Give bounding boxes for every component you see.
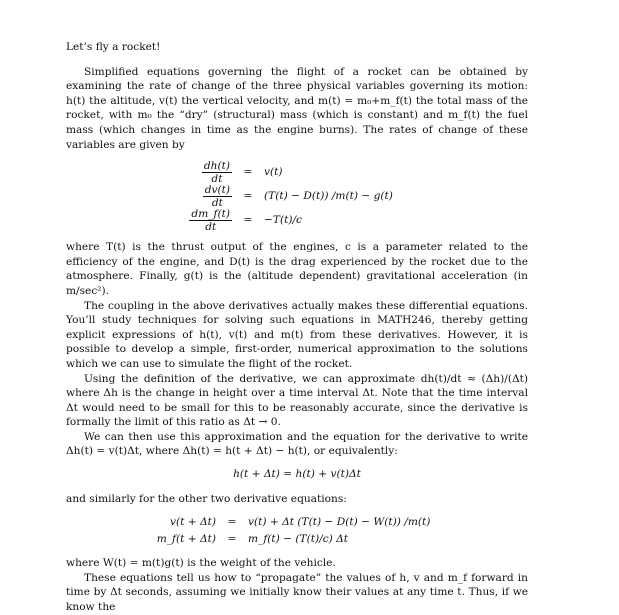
display-equation: h(t + Δt) = h(t) + v(t)Δt — [233, 468, 361, 481]
equals-sign: = — [227, 516, 237, 529]
eq-rhs: m_f(t) − (T(t)/c) Δt — [248, 533, 349, 546]
equals-sign: = — [227, 533, 237, 546]
eq-numerator: dm_f(t) — [191, 207, 230, 220]
paragraph-weight: where W(t) = m(t)g(t) is the weight of the vehicle. — [66, 557, 336, 570]
document-title: Let’s fly a rocket! — [66, 41, 161, 53]
equation-row — [66, 531, 528, 548]
equation-row — [66, 514, 528, 531]
paragraph-propagate: These equations tell us how to “propagate” the values of h, v and m_f forward in time by Δt seconds, assuming we initially know their values at any time t. Thus, if we know the — [66, 571, 528, 614]
equals-sign: = — [243, 213, 253, 226]
eq-rhs: −T(t)/c — [264, 213, 302, 226]
eq-rhs: (T(t) − D(t)) /m(t) − g(t) — [264, 189, 393, 202]
paragraph-intro: Simplified equations governing the flight of a rocket can be obtained by examining the rate of change of the three physical variables governing its motion: h(t) the altitude, v(t) the vertical velocity, and m(t) = m₀+m_f(t) the total mass of the rocket, with m₀ the “dry” (structural) mass (which is constant) and m_f(t) the fuel mass (which changes in time as the engine burns). The rates of change of these variables are given by — [66, 65, 528, 151]
eq-lhs: v(t + Δt) — [169, 516, 216, 529]
eq-denominator: dt — [211, 196, 223, 209]
eq-rhs: v(t) — [264, 165, 283, 178]
paragraph-similarly: and similarly for the other two derivative equations: — [66, 492, 347, 505]
equation-row — [66, 160, 528, 184]
eq-denominator: dt — [211, 172, 223, 185]
update-equations — [66, 514, 528, 548]
paragraph-derivation: We can then use this approximation and the equation for the derivative to write Δh(t) = v(t)Δt, where Δh(t) = h(t + Δt) − h(t), or equivalently: — [66, 430, 528, 458]
eq-numerator: dh(t) — [203, 159, 230, 172]
equals-sign: = — [243, 165, 253, 178]
paragraph-approximation: Using the definition of the derivative, we can approximate dh(t)/dt ≈ (Δh)/(Δt) where Δh is the change in height over a time interval Δt. Note that the time interval Δt would need to be small for this to be reasonably accurate, since the derivative is formally the limit of this ratio as Δt → 0. — [66, 372, 528, 429]
paragraph-coupling: The coupling in the above derivatives actually makes these differential equations. You’ll study techniques for solving such equations in MATH246, thereby getting explicit expressions of h(t), v(t) and m(t) from these derivatives. However, it is possible to develop a simple, first-order, numerical approximation to the solutions which we can use to simulate the flight of the rocket. — [66, 299, 528, 370]
eq-numerator: dv(t) — [204, 183, 230, 196]
equation-row — [66, 184, 528, 208]
equals-sign: = — [243, 189, 253, 202]
eq-rhs: v(t) + Δt (T(t) − D(t) − W(t)) /m(t) — [248, 516, 431, 529]
eq-lhs: m_f(t + Δt) — [156, 533, 216, 546]
document-page — [66, 40, 528, 615]
eq-denominator: dt — [205, 220, 217, 233]
derivative-equations — [66, 160, 528, 232]
paragraph-definitions: where T(t) is the thrust output of the engines, c is a parameter related to the efficiency of the engine, and D(t) is the drag experienced by the rocket due to the atmosphere. Finally, g(t) is the (altitude dependent) gravitational acceleration (in m/sec²). — [66, 241, 528, 297]
equation-row — [66, 208, 528, 232]
